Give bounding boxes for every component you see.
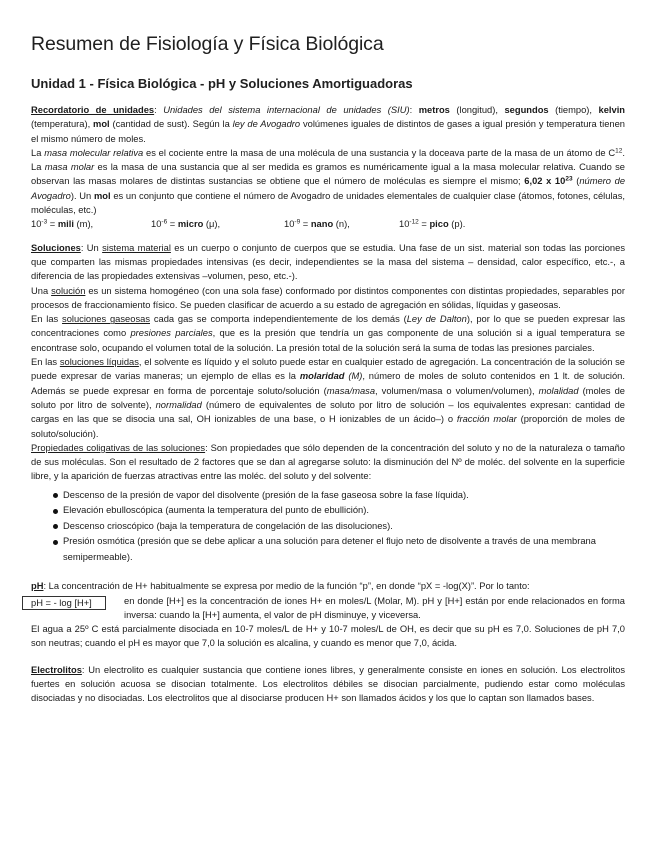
document-body <box>31 103 625 706</box>
document-title: Resumen de Fisiología y Física Biológica <box>31 33 384 55</box>
prefix-mili: $10^{-3}$ = mili (m), <box>31 218 94 230</box>
list-item: Presión osmótica (presión que se debe aplicar a una solución para detener el flujo neto de disolvente a través de una membrana semipermeable). <box>53 534 625 565</box>
bullet-icon <box>53 509 58 514</box>
liquid-solutions-paragraph: En las soluciones líquidas, el solvente es líquido y el soluto puede estar en cualquier estado de agregación. La concentración de la solución se puede expresar de varias maneras; un ejemplo de ellas es la molaridad (M), número de moles de soluto contenidos en 1 lt. de solución. Además se puede expresar en forma de porcentaje soluto/solución (masa/masa, volumen/masa o volumen/volumen), molalidad (moles de soluto por litro de solvente), normalidad (número de equivalentes de soluto por litro de solución – los equivalentes expresan: cantidad de cargas en las que se disocia una sal, OH ionizables de una base, o H ionizables de un ácido–) o fracción molar (proporción de moles de soluto/solución). <box>31 357 626 439</box>
colligative-heading: Propiedades coligativas de las soluciones <box>31 442 206 453</box>
unit-prefixes-row <box>31 217 625 231</box>
ph-section <box>31 579 625 650</box>
prefix-pico: $10^{-12}$ = pico (p). <box>399 218 466 230</box>
bullet-icon <box>53 524 58 529</box>
molar-mass-paragraph: La masa molecular relativa es el cociente entre la masa de una molécula de una sustancia y la doceava parte de la masa de un átomo de $C^{12}$. La masa molar es la masa de una sustancia que al ser medida es gramos es numéricamente igual a la masa molecular relativa. Cuando se observan las masas molares de distintas sustancias se obtiene que el número de moléculas es siempre el mismo; 6,02 x $10^{23}$ (número de Avogadro). Un mol es un conjunto que contiene el número de Avogadro de unidades elementales de cualquier clase (átomos, fotones, células, moléculas, etc.) <box>31 147 626 216</box>
list-item: Descenso crioscópico (baja la temperatura de congelación de las disoluciones). <box>53 519 625 535</box>
prefix-micro: $10^{-6}$ = micro (μ), <box>151 218 221 230</box>
solutions-paragraph: Soluciones: Un sistema material es un cuerpo o conjunto de cuerpos que se estudia. Una fase de un sist. material son todas las porciones que comparten las mismas propiedades intensivas (es decir, independientes se la masa del sistema – densidad, calor específico, etc.-, a diferencia de las propiedades extensivas –volumen, peso, etc.-). <box>31 242 626 282</box>
bullet-icon <box>53 493 58 498</box>
gas-solutions-paragraph: En las soluciones gaseosas cada gas se comporta independientemente de los demás (Ley de Dalton), por lo que se pueden expresar las concentraciones como presiones parciales, que es la presión que tendría un gas componente de una solución si a igual temperatura se encontrase solo, ocupando el volumen total de la solución. La presión total de la solución será la suma de todas las presiones parciales. <box>31 314 625 353</box>
colligative-list <box>31 488 625 566</box>
colligative-paragraph: Propiedades coligativas de las soluciones: Son propiedades que sólo dependen de la concentración del soluto y no de la naturaleza o tamaño de sus moléculas. Son el resultado de 2 factores que se dan al agregarse soluto: la disminución del Nº de moléc. del solvente en la superficie libre, y la aparición de fuerzas atractivas entre las moléc. del soluto y del solvente: <box>31 442 625 482</box>
unit-title: Unidad 1 - Física Biológica - pH y Soluciones Amortiguadoras <box>31 76 413 91</box>
bullet-icon <box>53 540 58 545</box>
electrolytes-heading: Electrolitos <box>31 664 82 675</box>
ph-formula-box: pH = - log [H+] <box>22 596 106 610</box>
units-paragraph: Recordatorio de unidades: Unidades del sistema internacional de unidades (SIU): metros (longitud), segundos (tiempo), kelvin (temperatura), mol (cantidad de sust). Según la ley de Avogadro volúmenes iguales de distintos de gases a igual presión y temperatura tienen el mismo número de moles. <box>31 105 626 144</box>
solution-definition-paragraph: Una solución es un sistema homogéneo (con una sola fase) conformado por distintos componentes con distintas propiedades, separables por procesos de fraccionamiento físico. Se pueden clasificar de acuerdo a su estado de agregación en sólidas, líquidas y gaseosas. <box>31 285 625 310</box>
water-ph-paragraph: El agua a 25º C está parcialmente disociada en 10-7 moles/L de H+ y 10-7 moles/L de OH, es decir que su pH es 7,0. Soluciones de pH 7,0 son neutras; cuando el pH es mayor que 7,0 la solución es alcalina, y cuando es menor que 7,0, ácida. <box>31 624 625 649</box>
ph-heading: pH <box>31 581 44 592</box>
list-item: Elevación ebulloscópica (aumenta la temperatura del punto de ebullición). <box>53 503 625 519</box>
electrolytes-paragraph: Electrolitos: Un electrolito es cualquier sustancia que contiene iones libres, y generalmente consiste en iones en solución. Los electrolitos fuertes en solución acuosa se disocian totalmente. Los electrolitos débiles se disocian parcialmente, pudiendo estar como moléculas disociadas y no disociadas. Los electrolitos que al disociarse producen H+ son llamados ácidos y los que lo captan son llamados bases. <box>31 664 625 704</box>
solutions-heading: Soluciones <box>31 242 81 253</box>
ph-paragraph: pH: La concentración de H+ habitualmente se expresa por medio de la función “p”, en donde “pX = -log(X)”. Por lo tanto: <box>31 581 530 592</box>
list-item: Descenso de la presión de vapor del disolvente (presión de la fase gaseosa sobre la fase líquida). <box>53 488 625 504</box>
prefix-nano: $10^{-9}$ = nano (n), <box>284 218 350 230</box>
units-heading: Recordatorio de unidades <box>31 105 155 115</box>
ph-explanation: en donde [H+] es la concentración de iones H+ en moles/L (Molar, M). pH y [H+] están por ende relacionados en forma inversa: cuando la [H+] aumenta, el valor de pH disminuye, y viceversa. <box>124 595 625 620</box>
